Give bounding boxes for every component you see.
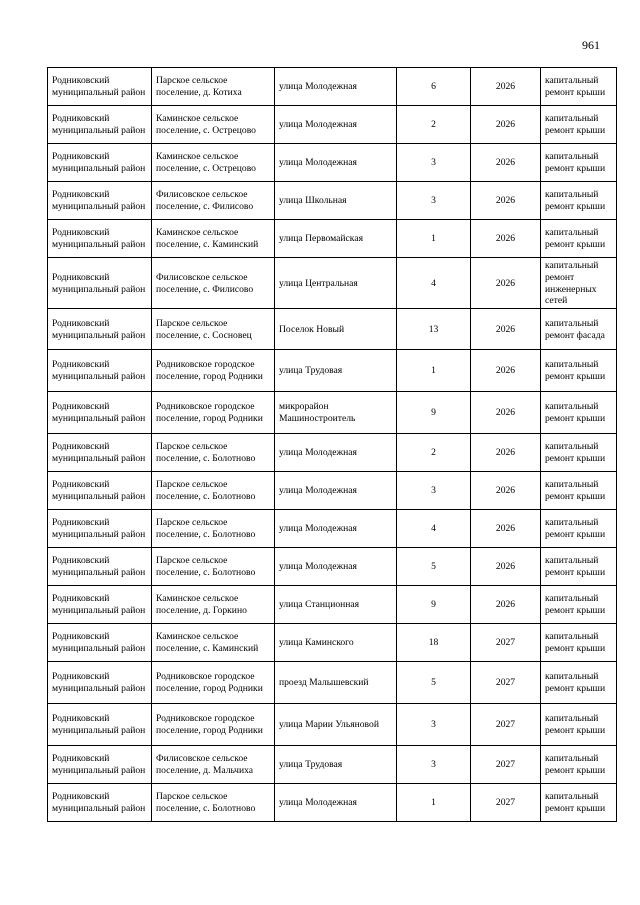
work-type-cell: капитальный ремонт крыши bbox=[541, 182, 617, 220]
work-type-cell: капитальный ремонт инженерных сетей bbox=[541, 258, 617, 309]
settlement-cell: Парское сельское поселение, с. Болотново bbox=[152, 434, 275, 472]
house-number-cell: 18 bbox=[397, 624, 471, 662]
district-cell: Родниковский муниципальный район bbox=[48, 392, 152, 434]
district-cell: Родниковский муниципальный район bbox=[48, 182, 152, 220]
house-number-cell: 13 bbox=[397, 309, 471, 350]
table-row bbox=[48, 472, 617, 510]
settlement-cell: Каминское сельское поселение, с. Каминский bbox=[152, 624, 275, 662]
year-cell: 2027 bbox=[471, 704, 541, 746]
district-cell: Родниковский муниципальный район bbox=[48, 746, 152, 784]
year-cell: 2026 bbox=[471, 309, 541, 350]
district-cell: Родниковский муниципальный район bbox=[48, 510, 152, 548]
street-cell: проезд Малышевский bbox=[275, 662, 397, 704]
settlement-cell: Каминское сельское поселение, с. Острецово bbox=[152, 144, 275, 182]
district-cell: Родниковский муниципальный район bbox=[48, 784, 152, 822]
house-number-cell: 9 bbox=[397, 586, 471, 624]
settlement-cell: Родниковское городское поселение, город Родники bbox=[152, 392, 275, 434]
street-cell: улица Центральная bbox=[275, 258, 397, 309]
settlement-cell: Каминское сельское поселение, с. Острецово bbox=[152, 106, 275, 144]
year-cell: 2026 bbox=[471, 510, 541, 548]
settlement-cell: Парское сельское поселение, с. Болотново bbox=[152, 510, 275, 548]
district-cell: Родниковский муниципальный район bbox=[48, 220, 152, 258]
house-number-cell: 4 bbox=[397, 510, 471, 548]
year-cell: 2026 bbox=[471, 182, 541, 220]
street-cell: улица Первомайская bbox=[275, 220, 397, 258]
year-cell: 2026 bbox=[471, 392, 541, 434]
district-cell: Родниковский муниципальный район bbox=[48, 258, 152, 309]
house-number-cell: 2 bbox=[397, 434, 471, 472]
table-row bbox=[48, 68, 617, 106]
settlement-cell: Родниковское городское поселение, город Родники bbox=[152, 662, 275, 704]
settlement-cell: Родниковское городское поселение, город Родники bbox=[152, 704, 275, 746]
work-type-cell: капитальный ремонт крыши bbox=[541, 746, 617, 784]
table-row bbox=[48, 746, 617, 784]
housing-repair-table bbox=[47, 67, 617, 822]
work-type-cell: капитальный ремонт крыши bbox=[541, 144, 617, 182]
work-type-cell: капитальный ремонт крыши bbox=[541, 624, 617, 662]
street-cell: улица Молодежная bbox=[275, 472, 397, 510]
house-number-cell: 9 bbox=[397, 392, 471, 434]
work-type-cell: капитальный ремонт крыши bbox=[541, 472, 617, 510]
house-number-cell: 3 bbox=[397, 704, 471, 746]
year-cell: 2026 bbox=[471, 586, 541, 624]
table-row bbox=[48, 704, 617, 746]
settlement-cell: Филисовское сельское поселение, д. Мальчиха bbox=[152, 746, 275, 784]
settlement-cell: Парское сельское поселение, с. Болотново bbox=[152, 548, 275, 586]
street-cell: улица Молодежная bbox=[275, 144, 397, 182]
house-number-cell: 3 bbox=[397, 182, 471, 220]
settlement-cell: Филисовское сельское поселение, с. Филисово bbox=[152, 258, 275, 309]
table-row bbox=[48, 182, 617, 220]
table-row bbox=[48, 434, 617, 472]
work-type-cell: капитальный ремонт крыши bbox=[541, 662, 617, 704]
settlement-cell: Парское сельское поселение, с. Сосновец bbox=[152, 309, 275, 350]
work-type-cell: капитальный ремонт крыши bbox=[541, 586, 617, 624]
house-number-cell: 5 bbox=[397, 548, 471, 586]
work-type-cell: капитальный ремонт крыши bbox=[541, 392, 617, 434]
street-cell: улица Молодежная bbox=[275, 548, 397, 586]
table-row bbox=[48, 510, 617, 548]
street-cell: улица Молодежная bbox=[275, 68, 397, 106]
district-cell: Родниковский муниципальный район bbox=[48, 472, 152, 510]
year-cell: 2027 bbox=[471, 784, 541, 822]
page-number: 961 bbox=[582, 38, 600, 52]
work-type-cell: капитальный ремонт крыши bbox=[541, 68, 617, 106]
table-row bbox=[48, 144, 617, 182]
year-cell: 2026 bbox=[471, 220, 541, 258]
table-row bbox=[48, 309, 617, 350]
district-cell: Родниковский муниципальный район bbox=[48, 68, 152, 106]
district-cell: Родниковский муниципальный район bbox=[48, 586, 152, 624]
settlement-cell: Парское сельское поселение, с. Болотново bbox=[152, 472, 275, 510]
house-number-cell: 3 bbox=[397, 144, 471, 182]
street-cell: улица Молодежная bbox=[275, 784, 397, 822]
table-row bbox=[48, 258, 617, 309]
work-type-cell: капитальный ремонт крыши bbox=[541, 434, 617, 472]
house-number-cell: 2 bbox=[397, 106, 471, 144]
work-type-cell: капитальный ремонт крыши bbox=[541, 548, 617, 586]
settlement-cell: Филисовское сельское поселение, с. Филисово bbox=[152, 182, 275, 220]
table-row bbox=[48, 586, 617, 624]
district-cell: Родниковский муниципальный район bbox=[48, 106, 152, 144]
house-number-cell: 5 bbox=[397, 662, 471, 704]
street-cell: улица Станционная bbox=[275, 586, 397, 624]
street-cell: микрорайон Машиностроитель bbox=[275, 392, 397, 434]
year-cell: 2026 bbox=[471, 258, 541, 309]
table-row bbox=[48, 662, 617, 704]
district-cell: Родниковский муниципальный район bbox=[48, 434, 152, 472]
district-cell: Родниковский муниципальный район bbox=[48, 350, 152, 392]
district-cell: Родниковский муниципальный район bbox=[48, 704, 152, 746]
settlement-cell: Каминское сельское поселение, с. Каминский bbox=[152, 220, 275, 258]
work-type-cell: капитальный ремонт крыши bbox=[541, 350, 617, 392]
settlement-cell: Парское сельское поселение, с. Болотново bbox=[152, 784, 275, 822]
year-cell: 2026 bbox=[471, 350, 541, 392]
house-number-cell: 4 bbox=[397, 258, 471, 309]
house-number-cell: 3 bbox=[397, 472, 471, 510]
table-row bbox=[48, 220, 617, 258]
work-type-cell: капитальный ремонт крыши bbox=[541, 784, 617, 822]
district-cell: Родниковский муниципальный район bbox=[48, 624, 152, 662]
year-cell: 2026 bbox=[471, 68, 541, 106]
table-row bbox=[48, 392, 617, 434]
table-row bbox=[48, 624, 617, 662]
house-number-cell: 1 bbox=[397, 350, 471, 392]
district-cell: Родниковский муниципальный район bbox=[48, 548, 152, 586]
work-type-cell: капитальный ремонт крыши bbox=[541, 704, 617, 746]
year-cell: 2026 bbox=[471, 434, 541, 472]
year-cell: 2026 bbox=[471, 472, 541, 510]
year-cell: 2027 bbox=[471, 662, 541, 704]
settlement-cell: Парское сельское поселение, д. Котиха bbox=[152, 68, 275, 106]
district-cell: Родниковский муниципальный район bbox=[48, 309, 152, 350]
table-row bbox=[48, 784, 617, 822]
street-cell: улица Трудовая bbox=[275, 350, 397, 392]
work-type-cell: капитальный ремонт крыши bbox=[541, 106, 617, 144]
work-type-cell: капитальный ремонт фасада bbox=[541, 309, 617, 350]
house-number-cell: 6 bbox=[397, 68, 471, 106]
year-cell: 2026 bbox=[471, 548, 541, 586]
table-row bbox=[48, 350, 617, 392]
house-number-cell: 3 bbox=[397, 746, 471, 784]
house-number-cell: 1 bbox=[397, 220, 471, 258]
table-row bbox=[48, 548, 617, 586]
district-cell: Родниковский муниципальный район bbox=[48, 662, 152, 704]
street-cell: улица Молодежная bbox=[275, 434, 397, 472]
street-cell: улица Школьная bbox=[275, 182, 397, 220]
year-cell: 2027 bbox=[471, 746, 541, 784]
street-cell: Поселок Новый bbox=[275, 309, 397, 350]
work-type-cell: капитальный ремонт крыши bbox=[541, 220, 617, 258]
year-cell: 2027 bbox=[471, 624, 541, 662]
settlement-cell: Каминское сельское поселение, д. Горкино bbox=[152, 586, 275, 624]
year-cell: 2026 bbox=[471, 144, 541, 182]
street-cell: улица Марии Ульяновой bbox=[275, 704, 397, 746]
settlement-cell: Родниковское городское поселение, город Родники bbox=[152, 350, 275, 392]
work-type-cell: капитальный ремонт крыши bbox=[541, 510, 617, 548]
year-cell: 2026 bbox=[471, 106, 541, 144]
street-cell: улица Каминского bbox=[275, 624, 397, 662]
street-cell: улица Молодежная bbox=[275, 510, 397, 548]
house-number-cell: 1 bbox=[397, 784, 471, 822]
district-cell: Родниковский муниципальный район bbox=[48, 144, 152, 182]
street-cell: улица Трудовая bbox=[275, 746, 397, 784]
street-cell: улица Молодежная bbox=[275, 106, 397, 144]
table-row bbox=[48, 106, 617, 144]
